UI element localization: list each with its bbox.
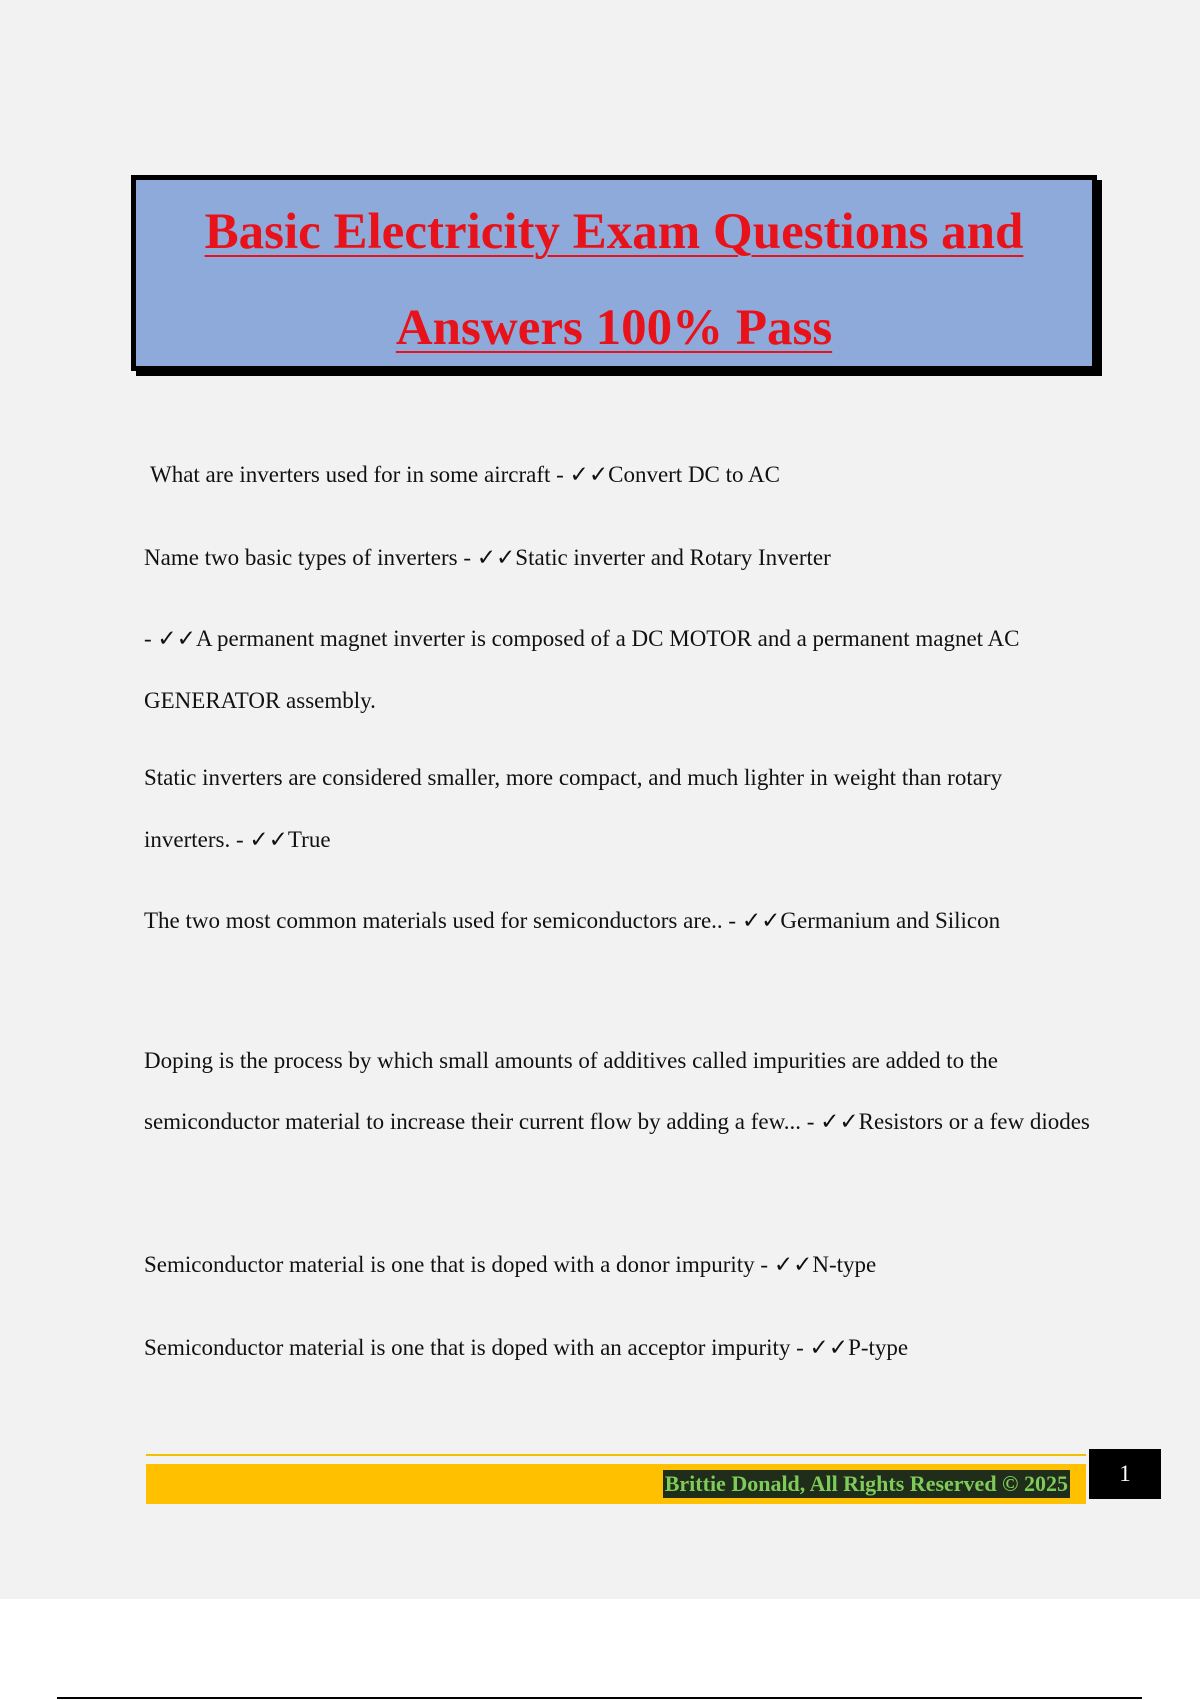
qa-item-semiconductor-materials: The two most common materials used for semiconductors are.. - ✓✓Germanium and Silicon: [144, 908, 1001, 933]
title-banner: [131, 175, 1097, 371]
footer-copyright: Brittie Donald, All Rights Reserved © 2025: [664, 1471, 1068, 1496]
footer-rule: [146, 1454, 1086, 1456]
qa-item-static-inverters: Static inverters are considered smaller, more compact, and much lighter in weight than rotary inverters. - ✓✓True: [144, 765, 1003, 852]
bottom-divider: [57, 1697, 1142, 1699]
document-title-line-2: Answers 100% Pass: [395, 300, 833, 356]
qa-item-doping: Doping is the process by which small amounts of additives called impurities are added to the semiconductor material to increase their current flow by adding a few... - ✓✓Resistors or a few diodes: [144, 1048, 1090, 1134]
qa-item-n-type: Semiconductor material is one that is doped with a donor impurity - ✓✓N-type: [144, 1252, 877, 1277]
qa-item-inverters-use: What are inverters used for in some aircraft - ✓✓Convert DC to AC: [150, 462, 780, 487]
page-number: 1: [1089, 1449, 1161, 1499]
qa-item-inverter-types: Name two basic types of inverters - ✓✓Static inverter and Rotary Inverter: [144, 545, 831, 570]
qa-item-p-type: Semiconductor material is one that is doped with an acceptor impurity - ✓✓P-type: [144, 1335, 909, 1360]
document-title-line-1: Basic Electricity Exam Questions and: [204, 204, 1024, 260]
qa-item-permanent-magnet-inverter: - ✓✓A permanent magnet inverter is composed of a DC MOTOR and a permanent magnet AC GENERATOR assembly.: [144, 626, 1020, 713]
footer-bar: [146, 1464, 1086, 1504]
